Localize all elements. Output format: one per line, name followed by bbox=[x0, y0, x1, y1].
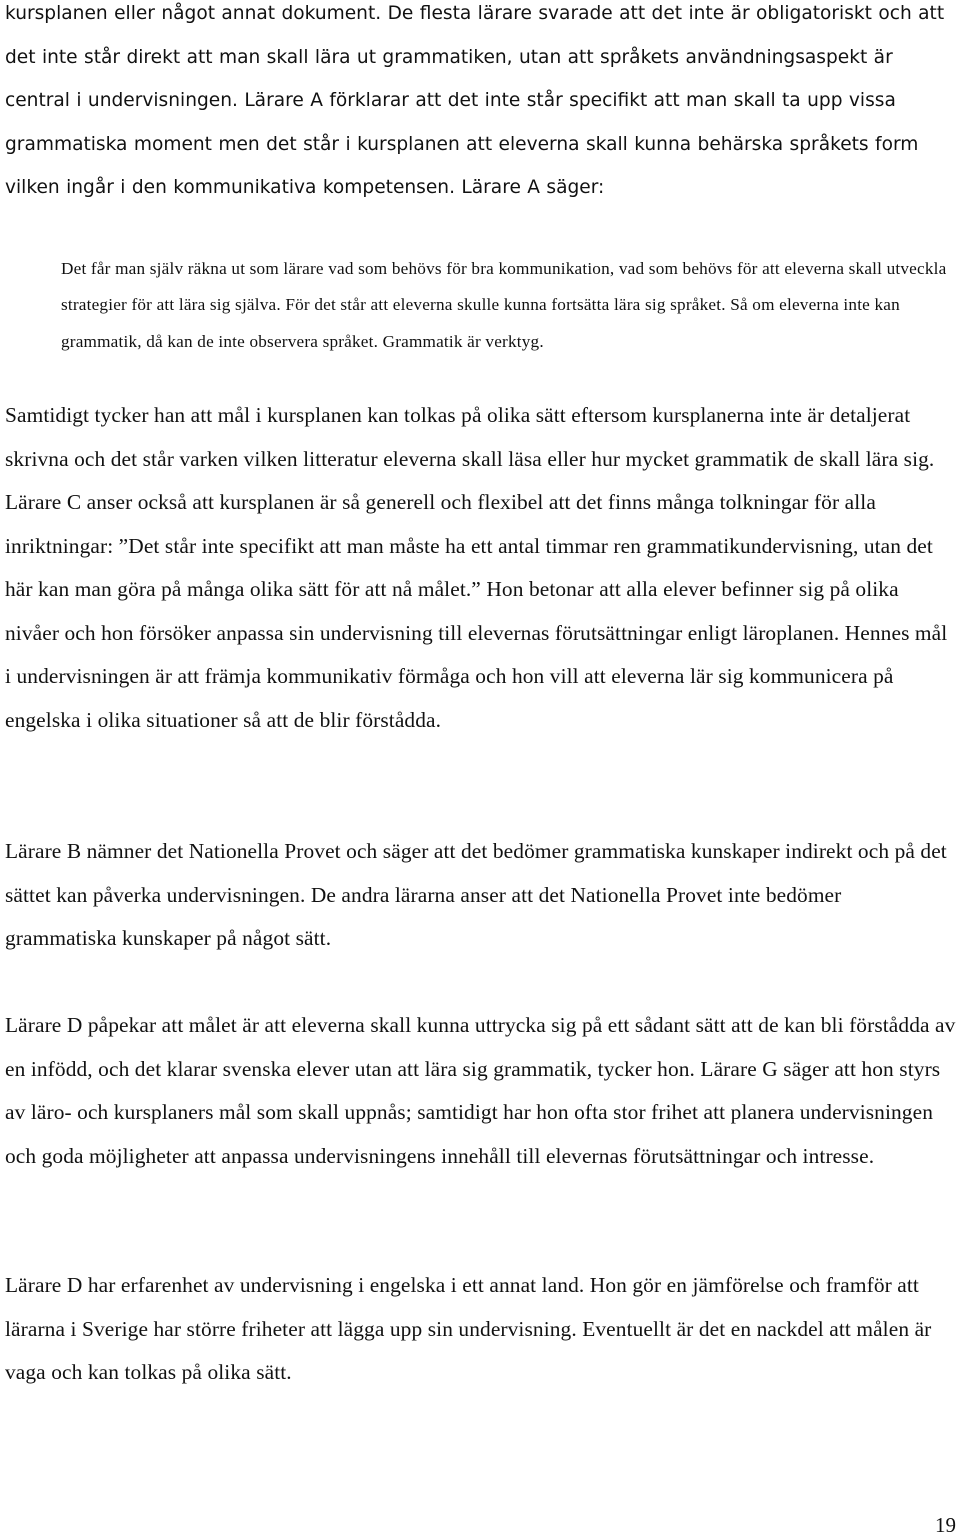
block-quote: Det får man själv räkna ut som lärare vad som behövs för bra kommunikation, vad som behövs för att eleverna skall utveckla strategier för att lära sig själva. För det står att eleverna skulle kunna fortsätta lära sig språket. Så om eleverna inte kan grammatik, då kan de inte observera språket. Grammatik är verktyg. bbox=[61, 259, 947, 351]
body-paragraph-1: Samtidigt tycker han att mål i kursplanen kan tolkas på olika sätt eftersom kursplanerna inte är detaljerat skrivna och det står varken vilken litteratur eleverna skall läsa eller hur mycket grammatik de skall lära sig. Lärare C anser också att kursplanen är så generell och flexibel att det finns många tolkningar för alla inriktningar: ”Det står inte specifikt att man måste ha ett antal timmar ren grammatikundervisning, utan det här kan man göra på många olika sätt för att nå målet.” Hon betonar att alla elever befinner sig på olika nivåer och hon försöker anpassa sin undervisning till elevernas förutsättningar enligt läroplanen. Hennes mål i undervisningen är att främja kommunikativ förmåga och hon vill att eleverna lär sig kommunicera på engelska i olika situationer så att de blir förstådda. bbox=[5, 403, 948, 732]
body-paragraph-3: Lärare D påpekar att målet är att eleverna skall kunna uttrycka sig på ett sådant sätt att de kan bli förstådda av en infödd, och det klarar svenska elever utan att lära sig grammatik, tycker hon. Lärare G säger att hon styrs av läro- och kursplaners mål som skall uppnås; samtidigt har hon ofta stor frihet att planera undervisningen och goda möjligheter att anpassa undervisningens innehåll till elevernas förutsättningar och intresse. bbox=[5, 1013, 956, 1168]
page-number: 19 bbox=[935, 1513, 956, 1537]
body-paragraph-2: Lärare B nämner det Nationella Provet och säger att det bedömer grammatiska kunskaper indirekt och på det sättet kan påverka undervisningen. De andra lärarna anser att det Nationella Provet inte bedömer grammatiska kunskaper på något sätt. bbox=[5, 839, 947, 950]
body-paragraph-4: Lärare D har erfarenhet av undervisning i engelska i ett annat land. Hon gör en jämförelse och framför att lärarna i Sverige har större friheter att lägga upp sin undervisning. Eventuellt är det en nackdel att målen är vaga och kan tolkas på olika sätt. bbox=[5, 1273, 932, 1384]
intro-paragraph: kursplanen eller något annat dokument. De flesta lärare svarade att det inte är obligatoriskt och att det inte står direkt att man skall lära ut grammatiken, utan att språkets användningsaspekt är central i undervisningen. Lärare A förklarar att det inte står specifikt att man skall ta upp vissa grammatiska moment men det står i kursplanen att eleverna skall kunna behärska språkets form vilken ingår i den kommunikativa kompetensen. Lärare A säger: bbox=[5, 3, 945, 198]
